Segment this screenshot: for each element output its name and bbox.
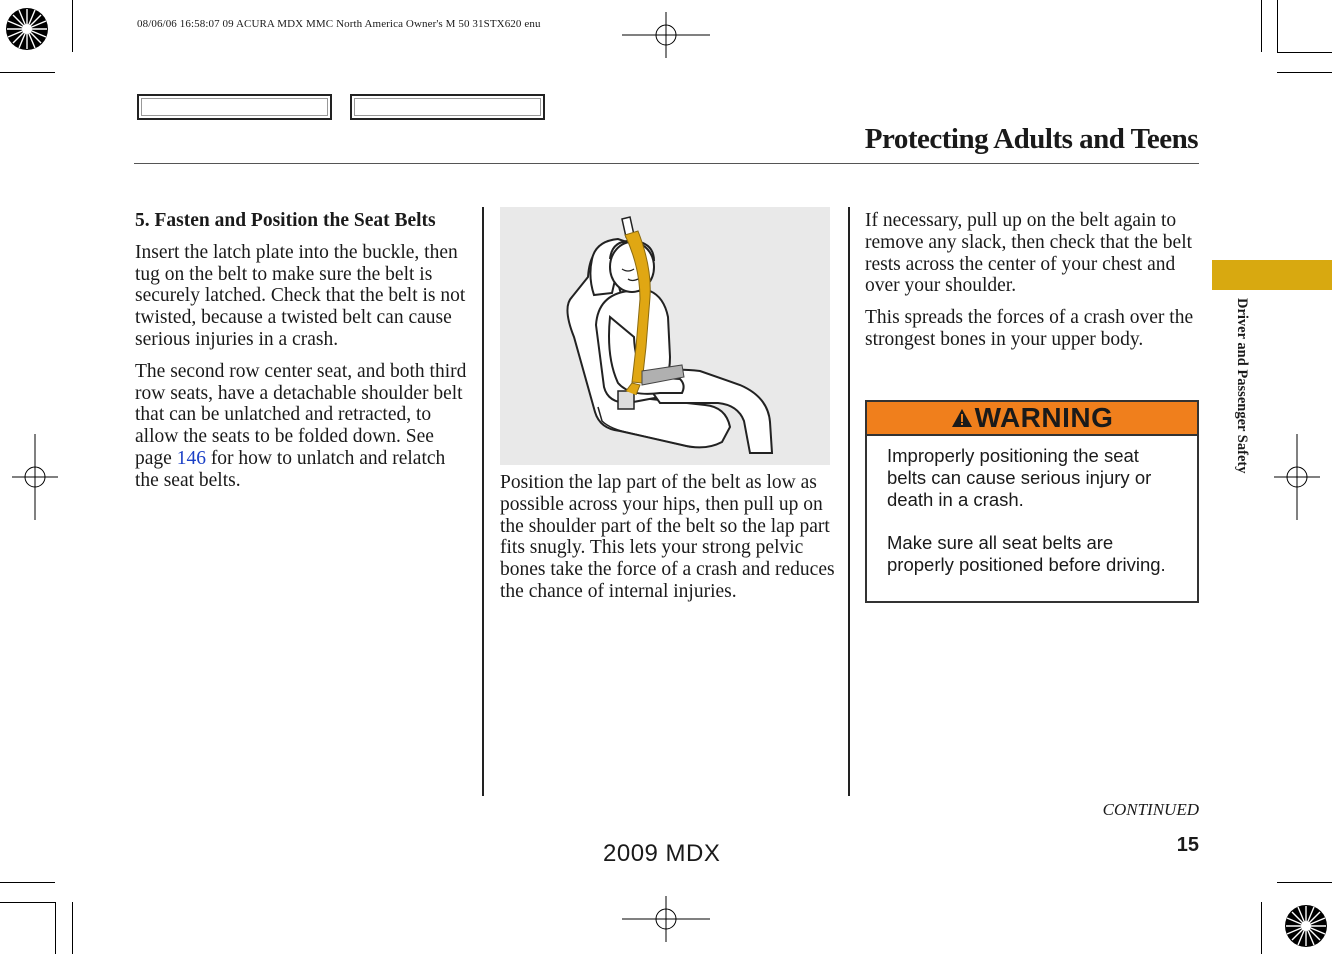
starburst-target-icon xyxy=(4,6,50,52)
crosshair-top-icon xyxy=(622,12,710,58)
paragraph-crash-forces: This spreads the forces of a crash over the strongest bones in your upper body. xyxy=(865,307,1194,350)
title-divider xyxy=(134,163,1199,164)
crosshair-bottom-icon xyxy=(622,896,710,942)
illustration-caption: Position the lap part of the belt as low as possible across your hips, then pull up on the shoulder part of the belt so the lap part fits snugly. This lets your strong pelvic bones take the force of a crash and reduces the chance of internal injuries. xyxy=(500,472,835,602)
warning-header xyxy=(867,402,1197,436)
warning-triangle-icon xyxy=(951,408,973,428)
starburst-target-icon xyxy=(1283,903,1329,949)
paragraph-remove-slack: If necessary, pull up on the belt again to remove any slack, then check that the belt rests across the center of your chest and over your shoulder. xyxy=(865,210,1193,297)
footer-model: 2009 MDX xyxy=(603,840,721,867)
seat-belt-illustration xyxy=(500,207,830,465)
step-heading: 5. Fasten and Position the Seat Belts xyxy=(135,210,436,231)
warning-text-2: Make sure all seat belts are properly positioned before driving. xyxy=(887,532,1166,575)
print-header: 08/06/06 16:58:07 09 ACURA MDX MMC North America Owner's M 50 31STX620 enu xyxy=(137,18,541,30)
warning-text-1: Improperly positioning the seat belts can cause serious injury or death in a crash. xyxy=(887,445,1152,510)
column-1 xyxy=(135,210,470,502)
section-label: Driver and Passenger Safety xyxy=(1234,298,1250,474)
crosshair-left-icon xyxy=(12,434,58,520)
warning-label: WARNING xyxy=(974,402,1114,433)
column-divider xyxy=(482,207,484,796)
nav-box-left[interactable] xyxy=(137,94,332,120)
column-divider xyxy=(848,207,850,796)
paragraph-detachable-belt xyxy=(135,361,470,492)
seated-person-with-seatbelt-icon xyxy=(500,207,830,465)
page-title: Protecting Adults and Teens xyxy=(864,123,1198,155)
section-tab[interactable] xyxy=(1212,260,1332,290)
page-link-146[interactable]: 146 xyxy=(176,447,206,469)
warning-box xyxy=(865,400,1199,603)
warning-body xyxy=(867,436,1197,576)
page-number: 15 xyxy=(1176,834,1199,856)
paragraph-latch: Insert the latch plate into the buckle, then tug on the belt to make sure the belt is securely latched. Check that the belt is not twisted, because a twisted belt can cause serious injuries in a crash. xyxy=(135,241,466,350)
nav-box-right[interactable] xyxy=(350,94,545,120)
paragraph-text: The second row center seat, and both third row seats, have a detachable shoulder belt that can be unlatched and retracted, to allow the seats to be folded down. See page xyxy=(135,360,467,469)
crosshair-right-icon xyxy=(1274,434,1320,520)
paragraph-text: for how to unlatch and relatch the seat belts. xyxy=(135,447,446,491)
column-3 xyxy=(865,210,1200,361)
column-2 xyxy=(500,472,838,613)
continued-label: CONTINUED xyxy=(1102,800,1199,819)
